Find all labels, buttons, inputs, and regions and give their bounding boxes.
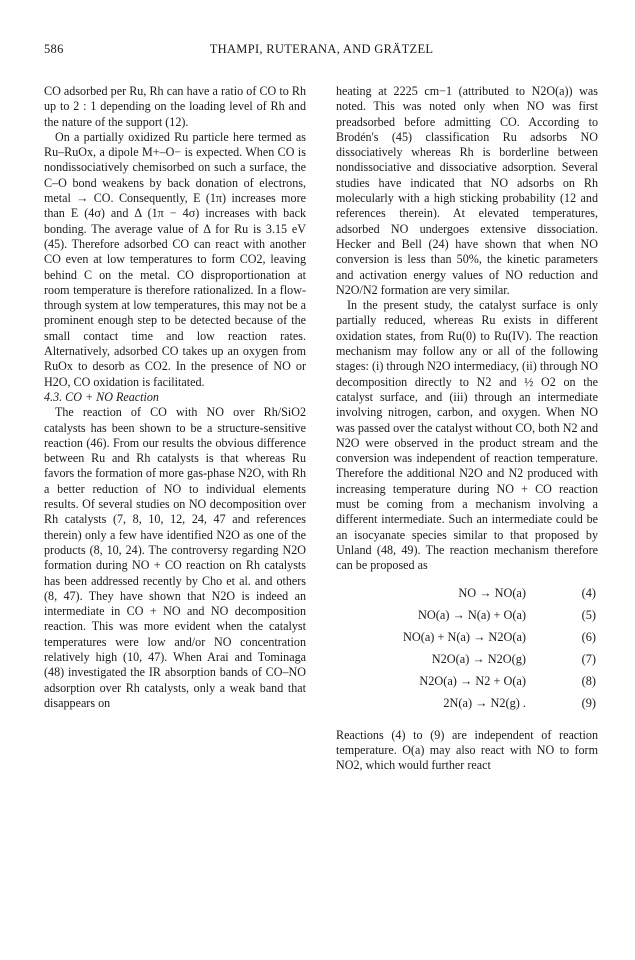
page-header	[44, 42, 599, 60]
equation-number: (9)	[581, 695, 596, 710]
equation	[336, 694, 598, 716]
equation-number: (6)	[581, 629, 596, 644]
paragraph: Reactions (4) to (9) are independent of reaction temperature. O(a) may also react with NO to form NO2, which would further react	[336, 727, 598, 773]
equation-number: (5)	[581, 607, 596, 622]
section-title: 4.3. CO + NO Reaction	[44, 389, 159, 404]
equation-text: N2O(a) → N2O(g)	[431, 651, 526, 666]
equation-number: (4)	[581, 585, 596, 600]
right-column	[336, 84, 598, 773]
equation-number: (8)	[581, 673, 596, 688]
paragraph: CO adsorbed per Ru, Rh can have a ratio of CO to Rh up to 2 : 1 depending on the loading level of Rh and the nature of the support (12).	[44, 84, 306, 129]
equation-number: (7)	[581, 651, 596, 666]
equation	[336, 584, 598, 606]
equation-text: NO → NO(a)	[458, 585, 526, 600]
running-title: THAMPI, RUTERANA, AND GRÄTZEL	[209, 42, 434, 56]
equation	[336, 650, 598, 672]
equation-text: 2N(a) → N2(g) .	[443, 695, 526, 710]
equation	[336, 606, 598, 628]
equation-text: NO(a) + N(a) → N2O(a)	[402, 629, 526, 644]
reaction-equations	[336, 584, 598, 716]
equation-text: NO(a) → N(a) + O(a)	[418, 607, 526, 622]
equation-text: N2O(a) → N2 + O(a)	[419, 673, 526, 688]
equation	[336, 628, 598, 650]
left-column	[44, 84, 306, 711]
paragraph: heating at 2225 cm−1 (attributed to N2O(a)) was noted. This was noted only when NO was first preadsorbed before admitting CO. According to Brodén's (45) classification Ru adsorbs NO dissociatively whereas Rh is borderline between nondissociative and dissociative adsorption. Several studies have indicated that NO adsorbs on Rh molecularly with a high sticking probability (12 and references therein). At elevated temperatures, adsorbed NO undergoes extensive dissociation. Hecker and Bell (24) have shown that when NO conversion is less than 50%, the kinetic parameters and activation energy values of NO reduction and N2O/N2 formation are very similar.	[336, 84, 598, 297]
page-number: 586	[44, 42, 64, 56]
paragraph: On a partially oxidized Ru particle here termed as Ru–RuOx, a dipole M+–O− is expected. When CO is nondissociatively chemisorbed on such a surface, the C–O bond weakens by back donation of electrons, metal → CO. Consequently, E (1π) increases more than E (4σ) and Δ (1π − 4σ) increases with back bonding. The average value of Δ for Ru is 3.15 eV (45). Therefore adsorbed CO can react with another CO even at low temperatures to form CO2, leaving behind C on the metal. CO disproportionation at room temperature is therefore rationalized. In a flow-through system at low temperatures, this may not be a prominent enough step to be detected because of the small contact time and low reaction rates. Alternatively, adsorbed CO takes up an oxygen from RuOx to desorb as CO2. In the presence of NO or H2O, CO oxidation is facilitated.	[44, 129, 306, 389]
paragraph: The reaction of CO with NO over Rh/SiO2 catalysts has been shown to be a structure-sensitive reaction (46). From our results the obvious difference between Ru and Rh catalysts is that whereas Ru favors the formation of more gas-phase N2O, with Rh a better reduction of NO to individual elements results. Of several studies on NO decomposition over Rh catalysts (7, 8, 10, 12, 24, 47 and references therein) only a few have identified N2O as one of the products (8, 10, 24). The controversy regarding N2O formation during NO + CO reaction on Rh catalysts has been addressed recently by Cho et al. and others (8, 47). They have shown that N2O is indeed an intermediate in CO + NO and NO decomposition reaction. This was more evident when the catalyst temperatures were low and/or NO concentration relatively high (10, 47). When Arai and Tominaga (48) investigated the IR absorption bands of CO–NO adsorption over Rh catalysts, only a weak band that disappears on	[44, 405, 306, 710]
equation	[336, 672, 598, 694]
paragraph: In the present study, the catalyst surface is only partially reduced, whereas Ru exists in different oxidation states, from Ru(0) to Ru(IV). The reaction mechanism may follow any or all of the following stages: (i) through N2O intermediacy, (ii) through NO decomposition directly to N2 and ½ O2 on the catalyst surface, and (iii) through an intermediate involving nitrogen, carbon, and oxygen. When NO was passed over the catalyst without CO, both N2 and N2O were observed in the product stream and the conversion was independent of reaction temperature. Therefore the additional N2O and N2 produced with increasing temperature during NO + CO reaction must be coming from a mechanism involving a different intermediate. Such an intermediate could be an isocyanate species similar to that proposed by Unland (48, 49). The reaction mechanism therefore can be proposed as	[336, 298, 598, 573]
